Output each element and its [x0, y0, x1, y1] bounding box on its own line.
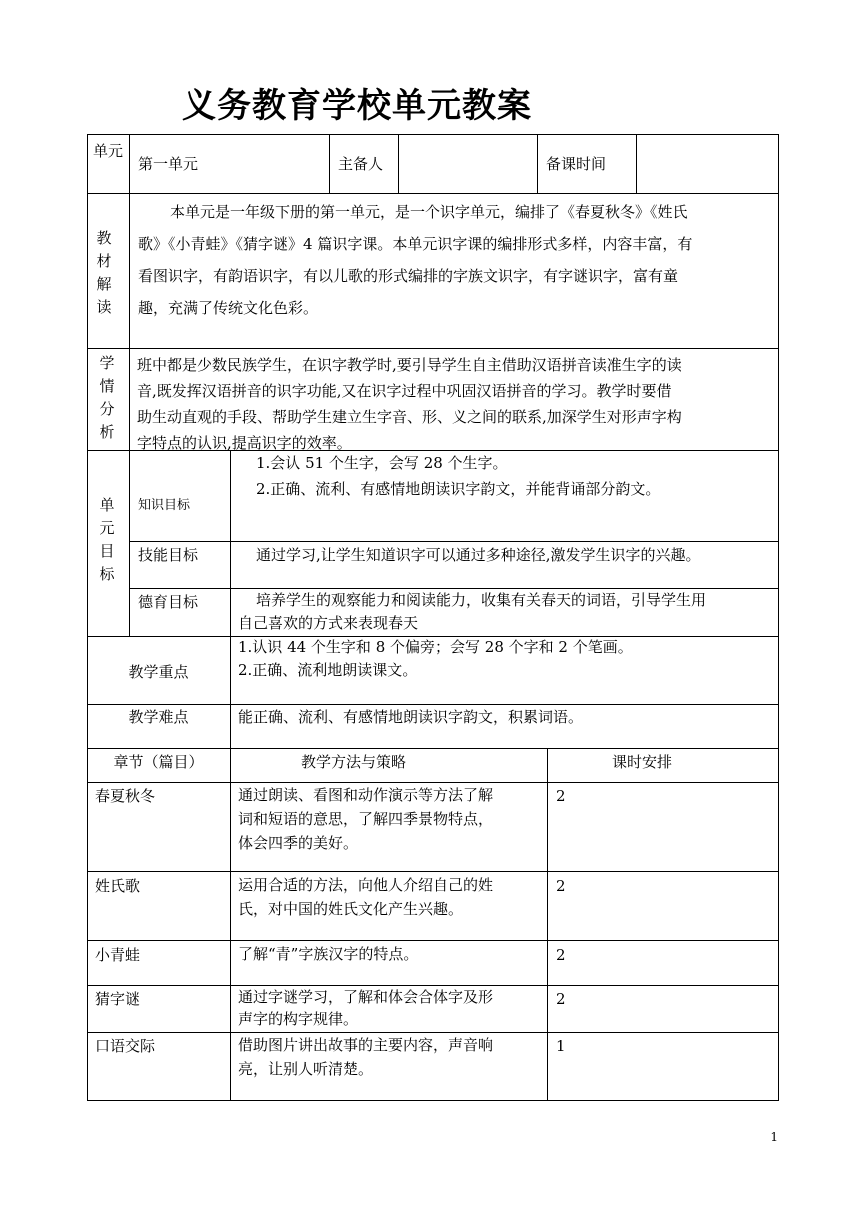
difficulties-text: 能正确、流利、有感情地朗读识字韵文，积累词语。 [238, 708, 584, 726]
moral-goal-line: 自己喜欢的方式来表现春天 [238, 614, 419, 632]
prep-time-label: 备课时间 [546, 155, 607, 173]
schedule-row-method [238, 942, 543, 966]
schedule-row-hours: 2 [556, 946, 566, 964]
material-label: 教材解读 [96, 229, 112, 316]
analysis-label: 学情分析 [99, 354, 115, 441]
key-points-line: 2.正确、流利地朗读课文。 [238, 661, 418, 679]
analysis-line: 助生动直观的手段、帮助学生建立生字音、形、义之间的联系,加深学生对形声字构 [137, 408, 682, 426]
schedule-method-line: 声字的构字规律。 [238, 1010, 359, 1028]
material-text [138, 196, 774, 324]
schedule-method-line: 词和短语的意思，了解四季景物特点， [238, 810, 494, 828]
knowledge-goal-label: 知识目标 [138, 498, 191, 513]
page-number: 1 [770, 1130, 778, 1144]
schedule-col-hours: 课时安排 [611, 753, 672, 771]
key-points-line: 1.认识 44 个生字和 8 个偏旁；会写 28 个字和 2 个笔画。 [238, 638, 633, 656]
schedule-row-method [238, 986, 543, 1030]
material-line: 本单元是一年级下册的第一单元，是一个识字单元，编排了《春夏秋冬》《姓氏 [170, 203, 688, 221]
schedule-row-chapter: 姓氏歌 [95, 877, 141, 895]
moral-goal-label: 德育目标 [138, 593, 199, 611]
schedule-row-method [238, 873, 543, 921]
schedule-method-line: 运用合适的方法，向他人介绍自己的姓 [238, 876, 494, 894]
schedule-row-chapter: 猜字谜 [95, 990, 141, 1008]
analysis-line: 字特点的认识,提高识字的效率。 [137, 434, 352, 452]
schedule-row-hours: 2 [556, 787, 566, 805]
key-points-text [238, 636, 778, 682]
moral-goal-text [238, 589, 778, 635]
key-points-label: 教学重点 [128, 663, 189, 681]
schedule-col-method: 教学方法与策略 [300, 753, 406, 771]
difficulties-label: 教学难点 [128, 708, 189, 726]
schedule-method-line: 体会四季的美好。 [238, 834, 359, 852]
schedule-row-chapter: 口语交际 [95, 1037, 156, 1055]
schedule-col-chapter: 章节（篇目） [113, 753, 204, 771]
material-line: 看图识字，有韵语识字，有以儿歌的形式编排的字族文识字，有字谜识字，富有童 [138, 267, 679, 285]
analysis-line: 班中都是少数民族学生，在识字教学时,要引导学生自主借助汉语拼音读准生字的读 [137, 356, 682, 374]
schedule-row-hours: 1 [556, 1037, 566, 1055]
knowledge-goal-text [256, 450, 776, 502]
schedule-row-chapter: 小青蛙 [95, 946, 141, 964]
schedule-method-line: 通过字谜学习，了解和体会合体字及形 [238, 988, 494, 1006]
schedule-row-method [238, 783, 543, 855]
analysis-line: 音,既发挥汉语拼音的识字功能,又在识字过程中巩固汉语拼音的学习。教学时要借 [137, 382, 672, 400]
goals-label: 单元目标 [99, 496, 115, 583]
unit-value: 第一单元 [138, 155, 199, 173]
schedule-row-method [238, 1033, 543, 1081]
schedule-method-line: 了解“青”字族汉字的特点。 [238, 945, 419, 963]
schedule-row-hours: 2 [556, 877, 566, 895]
skill-goal-label: 技能目标 [138, 546, 199, 564]
unit-label: 单元 [92, 142, 123, 160]
preparer-label: 主备人 [338, 155, 384, 173]
schedule-method-line: 氏，对中国的姓氏文化产生兴趣。 [238, 900, 464, 918]
material-line: 歌》《小青蛙》《猜字谜》4 篇识字课。本单元识字课的编排形式多样，内容丰富，有 [138, 235, 693, 253]
analysis-text [137, 352, 775, 456]
schedule-row-chapter: 春夏秋冬 [95, 787, 156, 805]
knowledge-goal-line: 1.会认 51 个生字，会写 28 个生字。 [256, 454, 508, 472]
moral-goal-line: 培养学生的观察能力和阅读能力，收集有关春天的词语，引导学生用 [256, 591, 707, 609]
skill-goal-text: 通过学习,让学生知道识字可以通过多种途径,激发学生识字的兴趣。 [256, 546, 701, 564]
schedule-method-line: 通过朗读、看图和动作演示等方法了解 [238, 786, 494, 804]
material-line: 趣，充满了传统文化色彩。 [138, 299, 319, 317]
document-title: 义务教育学校单元教案 [182, 86, 532, 126]
schedule-method-line: 借助图片讲出故事的主要内容，声音响 [238, 1036, 494, 1054]
schedule-row-hours: 2 [556, 990, 566, 1008]
schedule-method-line: 亮，让别人听清楚。 [238, 1060, 374, 1078]
knowledge-goal-line: 2.正确、流利、有感情地朗读识字韵文，并能背诵部分韵文。 [256, 480, 661, 498]
